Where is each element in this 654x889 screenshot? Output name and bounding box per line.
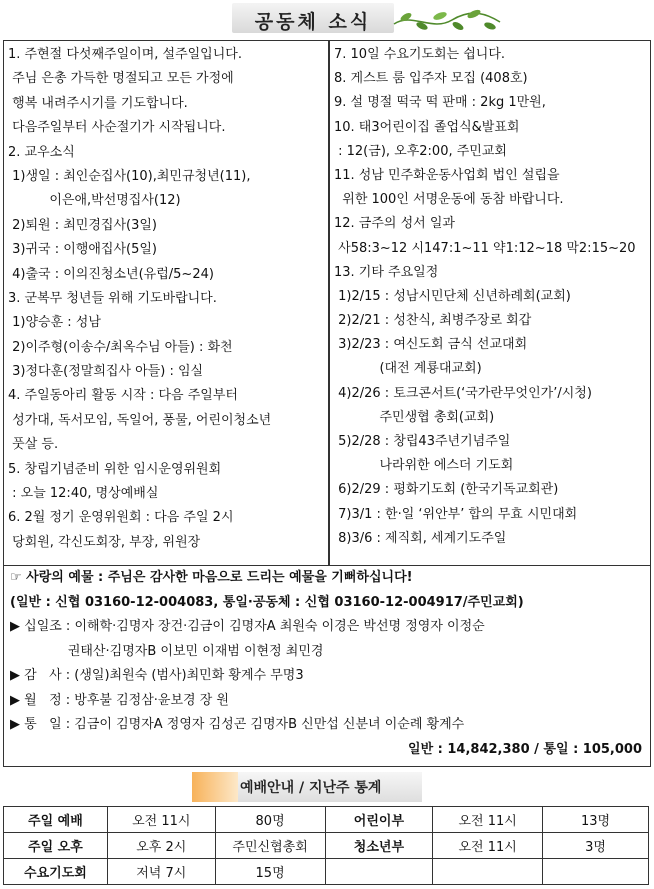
offering-box (3, 565, 651, 767)
news-item: 3)귀국 : 이행애집사(5일) (8, 242, 157, 258)
news-item: 당회원, 각신도회장, 부장, 위원장 (8, 534, 201, 550)
news-item: 1)생일 : 최인순집사(10),최민규청년(11), (8, 168, 251, 184)
offering-line: ▶ 십일조 : 이해학·김명자 장건·김금이 김명자A 최원숙 이경은 박선명 정영자 이정순 (10, 619, 485, 634)
offering-line: ▶ 통 일 : 김금이 김명자A 정영자 김성곤 김명자B 신만섭 신분녀 이순례 황계수 (10, 717, 465, 732)
news-right-column (334, 43, 648, 551)
table-label-cell: 주일 예배 (4, 807, 108, 833)
table-cell: 오후 2시 (107, 833, 215, 859)
news-item: : 오늘 12:40, 명상예배실 (8, 486, 159, 502)
news-item: 1)양승훈 : 성남 (8, 315, 101, 331)
table-cell: 오전 11시 (433, 807, 543, 833)
table-label-cell: 수요기도회 (4, 859, 108, 885)
column-divider (328, 41, 330, 565)
table-cell: 3명 (543, 833, 649, 859)
news-item: 11. 성남 민주화운동사업회 법인 설립을 (334, 167, 560, 183)
news-item: 5. 창립기념준비 위한 임시운영위원회 (8, 461, 222, 477)
news-item: 1. 주현절 다섯째주일이며, 설주일입니다. (8, 47, 242, 62)
offering-list (4, 615, 650, 738)
table-cell: 오전 11시 (107, 807, 215, 833)
news-item: 9. 설 명절 떡국 떡 판매 : 2kg 1만원, (334, 95, 546, 111)
news-item: 이은애,박선명집사(12) (8, 193, 181, 209)
news-item: 3)2/23 : 여신도회 금식 선교대회 (334, 337, 528, 353)
table-row (4, 833, 649, 859)
news-item: 사58:3~12 시147:1~11 약1:12~18 막2:15~20 (334, 240, 636, 256)
news-item: 8. 게스트 룸 입주자 모집 (408호) (334, 71, 528, 87)
section-title: 공동체 소식 (254, 11, 372, 33)
offering-line: ▶ 월 정 : 방후불 김정삼·윤보경 장 원 (10, 692, 229, 708)
table-cell: 오전 11시 (433, 833, 543, 859)
table-label-cell: 청소년부 (325, 833, 433, 859)
offering-accounts: (일반 : 신협 03160-12-004083, 통일·공동체 : 신협 03160-12-004917/주민교회) (10, 594, 524, 610)
offering-total: 일반 : 14,842,380 / 통일 : 105,000 (408, 741, 642, 757)
news-item: 3)정다훈(정말희집사 아들) : 임실 (8, 364, 204, 380)
news-item: 6. 2월 정기 운영위원회 : 다음 주일 2시 (8, 510, 234, 526)
news-item: 주민생협 총회(교회) (334, 409, 495, 425)
leaf-vine-icon (392, 2, 502, 38)
offering-line: 권태산·김명자B 이보민 이재범 이현정 최민경 (10, 643, 324, 659)
news-item: 2)이주형(이송수/최옥수님 아들) : 화천 (8, 339, 233, 355)
news-item: 4)출국 : 이의진청소년(유럽/5~24) (8, 266, 214, 282)
news-item: 12. 금주의 성서 일과 (334, 216, 455, 232)
news-item: 2)2/21 : 성찬식, 최병주장로 회갑 (334, 313, 532, 329)
news-item: 2. 교우소식 (8, 144, 75, 160)
news-item: 풋살 등. (8, 437, 59, 453)
news-item: (대전 계룡대교회) (334, 361, 482, 377)
news-item: 10. 태3어린이집 졸업식&발표회 (334, 119, 520, 135)
table-label-cell: 주일 오후 (4, 833, 108, 859)
section-title-box (232, 3, 394, 33)
table-cell: 주민신협총회 (215, 833, 325, 859)
news-item: 위한 100인 서명운동에 동참 바랍니다. (334, 192, 564, 208)
news-item: 4)2/26 : 토크콘서트(‘국가란무엇인가’/시청) (334, 385, 592, 401)
header-accent-bar (192, 772, 238, 802)
news-item: 5)2/28 : 창립43주년기념주일 (334, 434, 511, 449)
news-item: 3. 군복무 청년들 위해 기도바랍니다. (8, 290, 217, 306)
news-item: 7. 10일 수요기도회는 쉽니다. (334, 47, 506, 62)
news-item: 4. 주일동아리 활동 시작 : 다음 주일부터 (8, 388, 238, 404)
news-item: 다음주일부터 사순절기가 시작됩니다. (8, 120, 226, 136)
news-item: 8)3/6 : 제직회, 세계기도주일 (334, 530, 507, 546)
worship-title: 예배안내 / 지난주 통계 (240, 780, 382, 796)
section-header (0, 0, 654, 40)
news-item: 행복 내려주시기를 기도합니다. (8, 95, 188, 111)
news-item: 2)퇴원 : 최민경집사(3일) (8, 217, 157, 233)
news-item: 성가대, 독서모임, 독일어, 풍물, 어린이청소년 (8, 412, 272, 428)
news-item: 1)2/15 : 성남시민단체 신년하례회(교회) (334, 288, 571, 304)
news-item: 주님 은총 가득한 명절되고 모든 가정에 (8, 71, 234, 87)
table-label-cell: 어린이부 (325, 807, 433, 833)
table-cell: 15명 (215, 859, 325, 885)
news-item: 6)2/29 : 평화기도회 (한국기독교회관) (334, 482, 559, 498)
news-item: 13. 기타 주요일정 (334, 264, 439, 280)
table-cell: 80명 (215, 807, 325, 833)
table-cell (543, 859, 649, 885)
table-row (4, 859, 649, 885)
worship-table (3, 806, 649, 885)
table-cell (433, 859, 543, 885)
news-box (3, 40, 651, 566)
table-row (4, 807, 649, 833)
table-cell: 저녁 7시 (107, 859, 215, 885)
worship-header (192, 770, 422, 804)
offering-title: ☞ 사랑의 예물 : 주님은 감사한 마음으로 드리는 예물을 기뻐하십니다! (10, 570, 413, 585)
news-item: : 12(금), 오후2:00, 주민교회 (334, 143, 507, 159)
table-label-cell (325, 859, 433, 885)
news-item: 나라위한 에스더 기도회 (334, 458, 514, 474)
offering-line: ▶ 감 사 : (생일)최원숙 (범사)최민화 황계수 무명3 (10, 668, 304, 683)
table-cell: 13명 (543, 807, 649, 833)
news-item: 7)3/1 : 한·일 ‘위안부’ 합의 무효 시민대회 (334, 506, 578, 522)
news-left-column (8, 43, 326, 555)
